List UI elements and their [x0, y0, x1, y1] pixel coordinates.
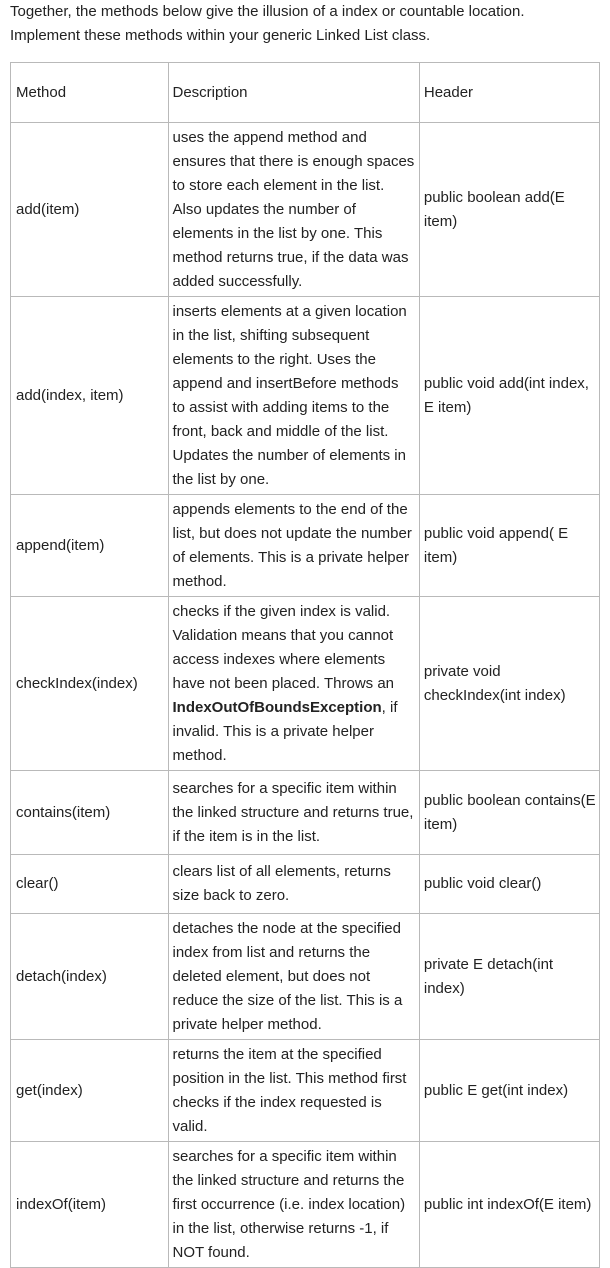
header-cell: private void checkIndex(int index)	[419, 597, 599, 771]
description-text: checks if the given index is valid. Validation means that you cannot access indexes where elements have not been placed. Throws an	[172, 602, 395, 692]
description-cell: searches for a specific item within the linked structure and returns true, if the item is in the list.	[169, 771, 419, 855]
methods-table	[10, 62, 600, 1268]
description-cell	[169, 597, 419, 771]
header-cell: public E get(int index)	[419, 1040, 599, 1142]
table-row	[11, 855, 600, 914]
table-row	[11, 1142, 600, 1268]
description-cell: detaches the node at the specified index from list and returns the deleted element, but does not reduce the size of the list. This is a private helper method.	[169, 914, 419, 1040]
description-cell: appends elements to the end of the list, but does not update the number of elements. This is a private helper method.	[169, 495, 419, 597]
header-cell: public void clear()	[419, 855, 599, 914]
method-cell: add(index, item)	[11, 297, 169, 495]
method-cell: indexOf(item)	[11, 1142, 169, 1268]
table-row	[11, 123, 600, 297]
description-cell: searches for a specific item within the linked structure and returns the first occurrence (i.e. index location) in the list, otherwise returns -1, if NOT found.	[169, 1142, 419, 1268]
table-row	[11, 771, 600, 855]
header-cell: public void append( E item)	[419, 495, 599, 597]
description-cell: clears list of all elements, returns size back to zero.	[169, 855, 419, 914]
description-text: , if invalid. This is a private helper method.	[172, 698, 398, 764]
method-cell: add(item)	[11, 123, 169, 297]
column-header-header: Header	[419, 63, 599, 123]
header-cell: public boolean add(E item)	[419, 123, 599, 297]
column-header-description: Description	[169, 63, 419, 123]
table-row	[11, 495, 600, 597]
method-cell: clear()	[11, 855, 169, 914]
table-header-row	[11, 63, 600, 123]
intro-line-2: Implement these methods within your generic Linked List class.	[10, 27, 431, 44]
table-row	[11, 914, 600, 1040]
method-cell: contains(item)	[11, 771, 169, 855]
method-cell: checkIndex(index)	[11, 597, 169, 771]
method-cell: append(item)	[11, 495, 169, 597]
intro-line-1: Together, the methods below give the illusion of a index or countable location.	[10, 3, 525, 20]
description-cell: returns the item at the specified position in the list. This method first checks if the index requested is valid.	[169, 1040, 419, 1142]
method-cell: detach(index)	[11, 914, 169, 1040]
table-row	[11, 297, 600, 495]
intro-text	[10, 0, 600, 48]
column-header-method: Method	[11, 63, 169, 123]
description-cell: inserts elements at a given location in the list, shifting subsequent elements to the right. Uses the append and insertBefore methods to assist with adding items to the front, back and middle of the list. Updates the number of elements in the list by one.	[169, 297, 419, 495]
exception-name: IndexOutOfBoundsException	[172, 698, 382, 716]
table-row	[11, 1040, 600, 1142]
header-cell: public boolean contains(E item)	[419, 771, 599, 855]
header-cell: public void add(int index, E item)	[419, 297, 599, 495]
table-row	[11, 597, 600, 771]
header-cell: public int indexOf(E item)	[419, 1142, 599, 1268]
header-cell: private E detach(int index)	[419, 914, 599, 1040]
description-cell: uses the append method and ensures that there is enough spaces to store each element in the list. Also updates the number of elements in the list by one. This method returns true, if the data was added successfully.	[169, 123, 419, 297]
method-cell: get(index)	[11, 1040, 169, 1142]
